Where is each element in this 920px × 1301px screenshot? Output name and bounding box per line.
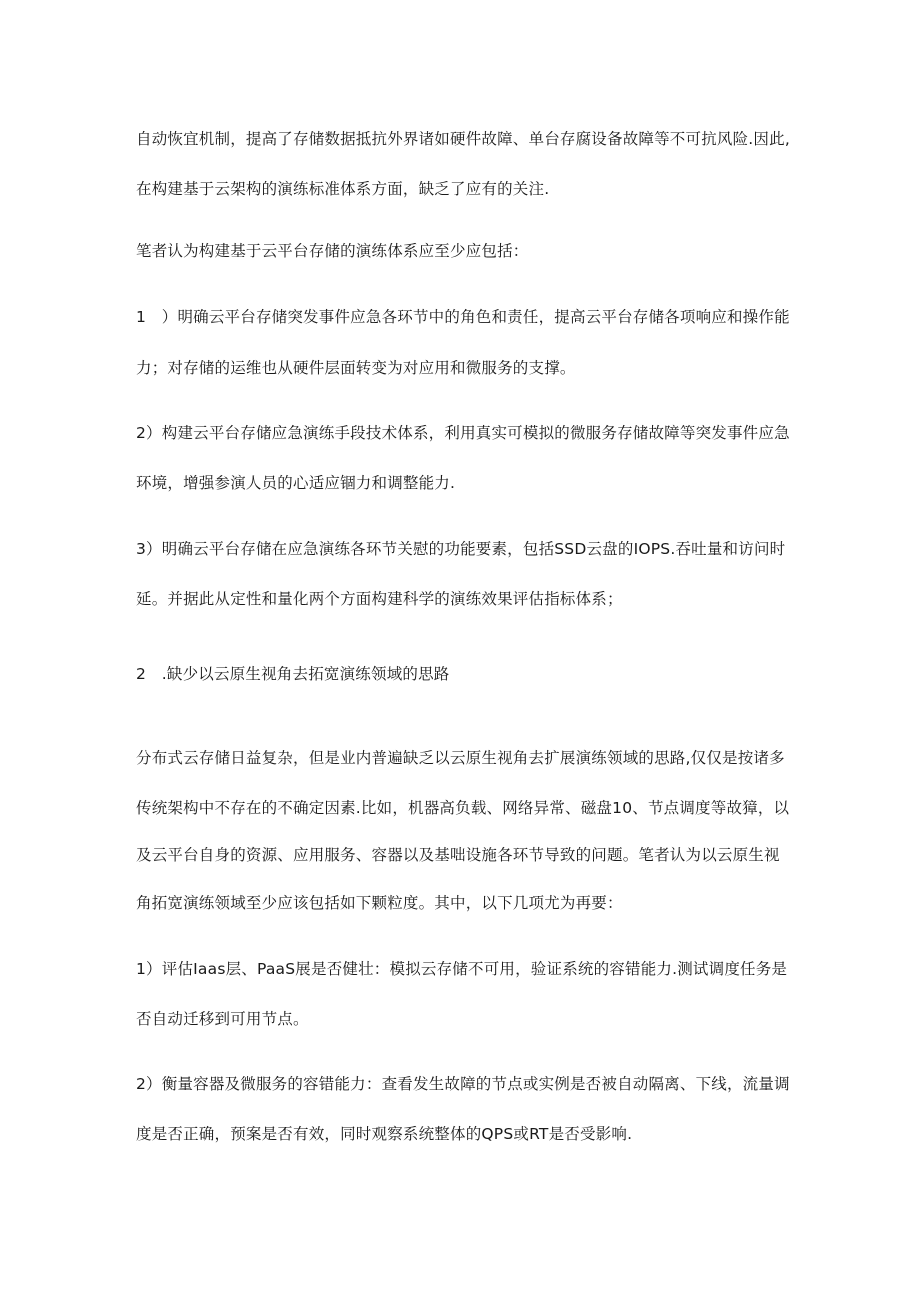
text-line: 笔者认为构建基于云平台存储的演练体系应至少应包括： [136, 242, 529, 260]
text-line: 度是否正确，预案是否有效，同时观察系统整体的QPS或RT是否受影响. [136, 1125, 633, 1143]
text-line: 自动恢宜机制，提高了存储数据抵抗外界诸如硬件故障、单台存腐设备故障等不可抗风险.因此, [136, 130, 790, 148]
text-line: 2）衡量容器及微服务的容错能力：查看发生故障的节点或实例是否被自动隔离、下线，流量调 [136, 1075, 790, 1093]
text-line: 2）构建云平台存储应急演练手段技术体系，利用真实可模拟的微服务存储故障等突发事件应急 [136, 424, 790, 442]
text-line: 分布式云存储日益复杂，但是业内普遍缺乏以云原生视角去扩展演练领域的思路,仅仅是按诸多 [136, 749, 785, 767]
text-line: 角拓宽演练领域至少应该包括如下颗粒度。其中，以下几项尤为再要： [136, 894, 623, 912]
text-line: 及云平台自身的资源、应用服务、容器以及基咄设施各环节导致的问题。笔者认为以云原生视 [136, 846, 780, 864]
text-line: 延。并据此从定性和量化两个方面构建科学的演练效果评估指标体系； [136, 590, 623, 608]
text-line: 环境，增强参演人员的心适应锢力和调整能力. [136, 474, 456, 492]
text-line: 否自动迁移到可用节点。 [136, 1010, 309, 1028]
section-heading: 2 .缺少以云原生视角去拓宽演练领域的思路 [136, 665, 450, 683]
text-line: 1）评估Iaas层、PaaS展是否健壮：模拟云存储不可用，验证系统的容错能力.测试调度任务是 [136, 960, 788, 978]
text-line: 传统架构中不存在的不确定因素.比如，机器高负载、网络异常、磁盘10、节点调度等故獐，以 [136, 799, 790, 817]
text-line: 3）明确云平台存储在应急演练各环节关慰的功能要素，包括SSD云盘的IOPS.吞吐量和访问时 [136, 540, 786, 558]
text-line: 在构建基于云架构的演练标准体系方面，缺乏了应有的关注. [136, 180, 550, 198]
text-line: 力；对存储的运维也从硬件层面转变为对应用和微服务的支撑。 [136, 359, 576, 377]
text-line: 1 ）明确云平台存储突发事件应急各环节中的角色和责任，提高云平台存储各项响应和操作能 [136, 308, 790, 326]
